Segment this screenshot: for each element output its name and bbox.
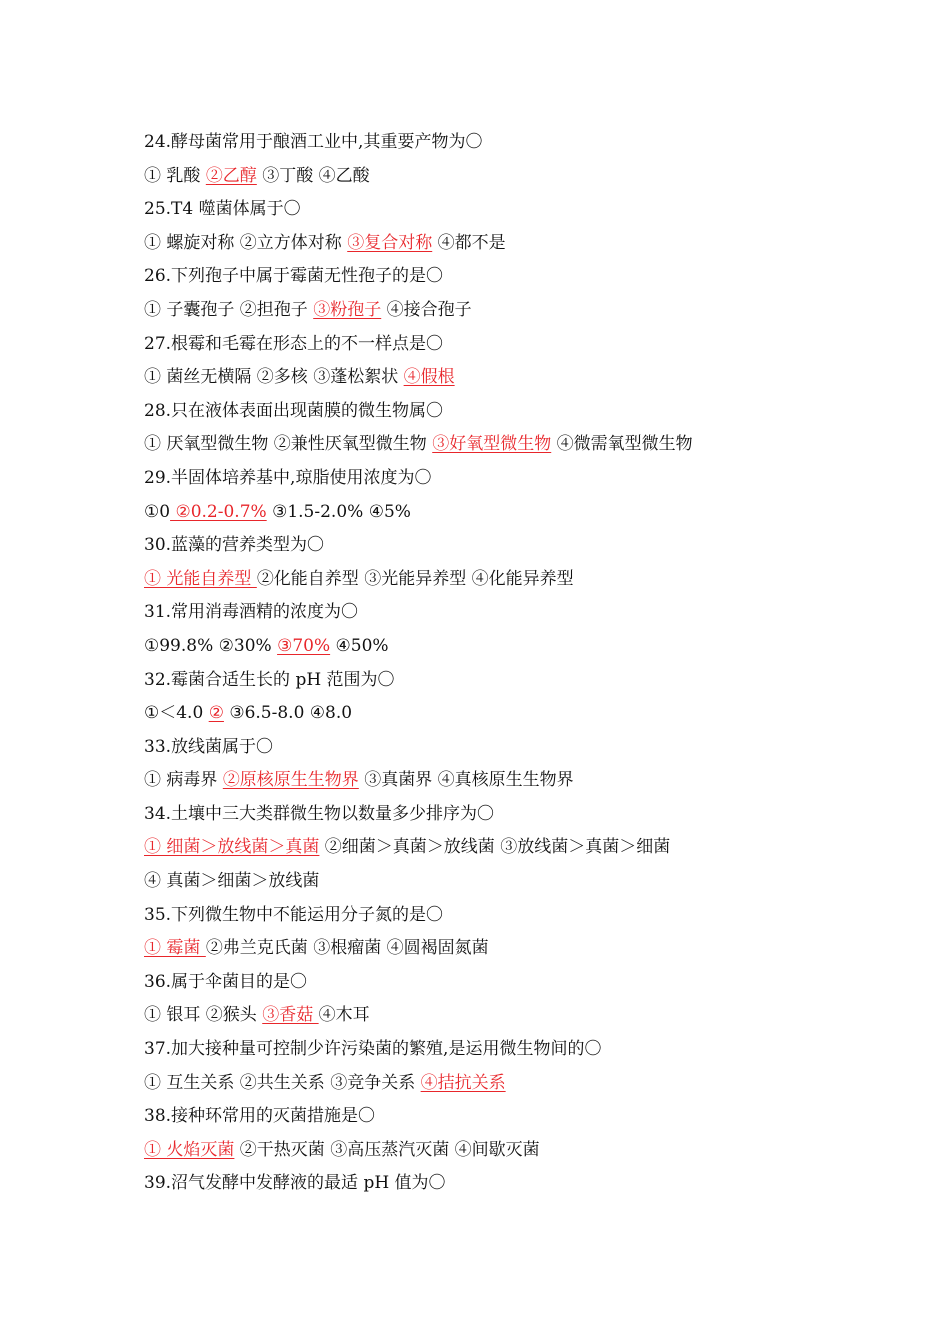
option-text: ④木耳 xyxy=(318,1005,370,1026)
question-text xyxy=(144,462,844,496)
answer-options xyxy=(144,428,844,462)
option-text: 29.半固体培养基中,琼脂使用浓度为〇 xyxy=(144,467,432,488)
answer-options xyxy=(144,865,844,899)
correct-answer: ③好氧型微生物 xyxy=(432,434,552,455)
correct-answer: ① 霉菌 xyxy=(144,938,206,959)
option-text: 31.常用消毒酒精的浓度为〇 xyxy=(144,602,359,623)
answer-options xyxy=(144,999,844,1033)
option-text: ① 互生关系 ②共生关系 ③竞争关系 xyxy=(144,1072,421,1093)
question-text xyxy=(144,193,844,227)
option-text: ③真菌界 ④真核原生生物界 xyxy=(358,770,574,791)
option-text: 24.酵母菌常用于酿酒工业中,其重要产物为〇 xyxy=(144,132,483,152)
question-text xyxy=(144,966,844,1000)
question-text xyxy=(144,328,844,362)
option-text: ① 厌氧型微生物 ②兼性厌氧型微生物 xyxy=(144,434,433,455)
answer-options xyxy=(144,831,844,865)
document-body xyxy=(144,126,844,1201)
option-text: 33.放线菌属于〇 xyxy=(144,736,274,757)
option-text: ④都不是 xyxy=(432,232,506,253)
option-text: ①99.8% ②30% xyxy=(144,635,278,656)
option-text: 37.加大接种量可控制少许污染菌的繁殖,是运用微生物间的〇 xyxy=(144,1039,602,1060)
option-text: ① 银耳 ②猴头 xyxy=(144,1005,263,1026)
option-text: ①＜4.0 xyxy=(144,703,209,724)
answer-options xyxy=(144,294,844,328)
question-text xyxy=(144,1033,844,1067)
option-text: ① 乳酸 xyxy=(144,165,206,186)
correct-answer: ③香菇 xyxy=(262,1005,319,1026)
option-text: ④微需氧型微生物 xyxy=(551,434,693,455)
correct-answer: ③粉孢子 xyxy=(313,299,382,320)
option-text: ① 菌丝无横隔 ②多核 ③蓬松絮状 xyxy=(144,367,404,388)
option-text: 30.蓝藻的营养类型为〇 xyxy=(144,535,325,556)
option-text: 26.下列孢子中属于霉菌无性孢子的是〇 xyxy=(144,266,444,287)
correct-answer: ③复合对称 xyxy=(347,232,433,253)
option-text: ① 子囊孢子 ②担孢子 xyxy=(144,299,314,320)
option-text: ④接合孢子 xyxy=(381,299,472,320)
question-text xyxy=(144,731,844,765)
option-text: ③1.5-2.0% ④5% xyxy=(266,501,411,522)
question-text xyxy=(144,1100,844,1134)
answer-options xyxy=(144,563,844,597)
correct-answer: ① 火焰灭菌 xyxy=(144,1139,235,1160)
answer-options xyxy=(144,630,844,664)
option-text: ① 螺旋对称 ②立方体对称 xyxy=(144,232,348,253)
correct-answer: ② xyxy=(208,703,224,724)
option-text: 34.土壤中三大类群微生物以数量多少排序为〇 xyxy=(144,803,495,824)
correct-answer: ① 细菌＞放线菌＞真菌 xyxy=(144,837,320,858)
option-text: ②化能自养型 ③光能异养型 ④化能异养型 xyxy=(256,568,574,589)
option-text: ①0 xyxy=(144,501,171,522)
correct-answer: ① 光能自养型 xyxy=(144,568,257,589)
answer-options xyxy=(144,227,844,261)
option-text: ④ 真菌＞细菌＞放线菌 xyxy=(144,871,320,892)
option-text: 32.霉菌合适生长的 pH 范围为〇 xyxy=(144,669,395,690)
question-text xyxy=(144,529,844,563)
question-text xyxy=(144,1167,844,1201)
option-text: ②细菌＞真菌＞放线菌 ③放线菌＞真菌＞细菌 xyxy=(319,837,671,858)
option-text: ③丁酸 ④乙酸 xyxy=(256,165,370,186)
correct-answer: ④拮抗关系 xyxy=(420,1072,506,1093)
option-text: ②弗兰克氏菌 ③根瘤菌 ④圆褐固氮菌 xyxy=(205,938,489,959)
question-text xyxy=(144,260,844,294)
option-text: ③6.5-8.0 ④8.0 xyxy=(223,703,353,724)
option-text: 28.只在液体表面出现菌膜的微生物属〇 xyxy=(144,400,444,421)
answer-options xyxy=(144,496,844,530)
option-text: 36.属于伞菌目的是〇 xyxy=(144,971,308,992)
option-text: ① 病毒界 xyxy=(144,770,223,791)
correct-answer: ②0.2-0.7% xyxy=(170,501,267,522)
correct-answer: ④假根 xyxy=(403,367,455,388)
answer-options xyxy=(144,697,844,731)
option-text: ②干热灭菌 ③高压蒸汽灭菌 ④间歇灭菌 xyxy=(234,1139,540,1160)
option-text: 27.根霉和毛霉在形态上的不一样点是〇 xyxy=(144,333,444,354)
answer-options xyxy=(144,160,844,194)
question-text xyxy=(144,798,844,832)
answer-options xyxy=(144,764,844,798)
question-text xyxy=(144,395,844,429)
answer-options xyxy=(144,1134,844,1168)
option-text: 25.T4 噬菌体属于〇 xyxy=(144,199,301,220)
correct-answer: ②乙醇 xyxy=(205,165,257,186)
question-text xyxy=(144,664,844,698)
correct-answer: ②原核原生生物界 xyxy=(222,770,359,791)
option-text: 39.沼气发酵中发酵液的最适 pH 值为〇 xyxy=(144,1173,446,1194)
answer-options xyxy=(144,932,844,966)
option-text: 38.接种环常用的灭菌措施是〇 xyxy=(144,1106,376,1127)
option-text: 35.下列微生物中不能运用分子氮的是〇 xyxy=(144,904,444,925)
answer-options xyxy=(144,1067,844,1101)
question-text xyxy=(144,899,844,933)
option-text: ④50% xyxy=(330,635,389,656)
correct-answer: ③70% xyxy=(277,635,331,656)
question-text xyxy=(144,596,844,630)
question-text xyxy=(144,126,844,160)
answer-options xyxy=(144,361,844,395)
